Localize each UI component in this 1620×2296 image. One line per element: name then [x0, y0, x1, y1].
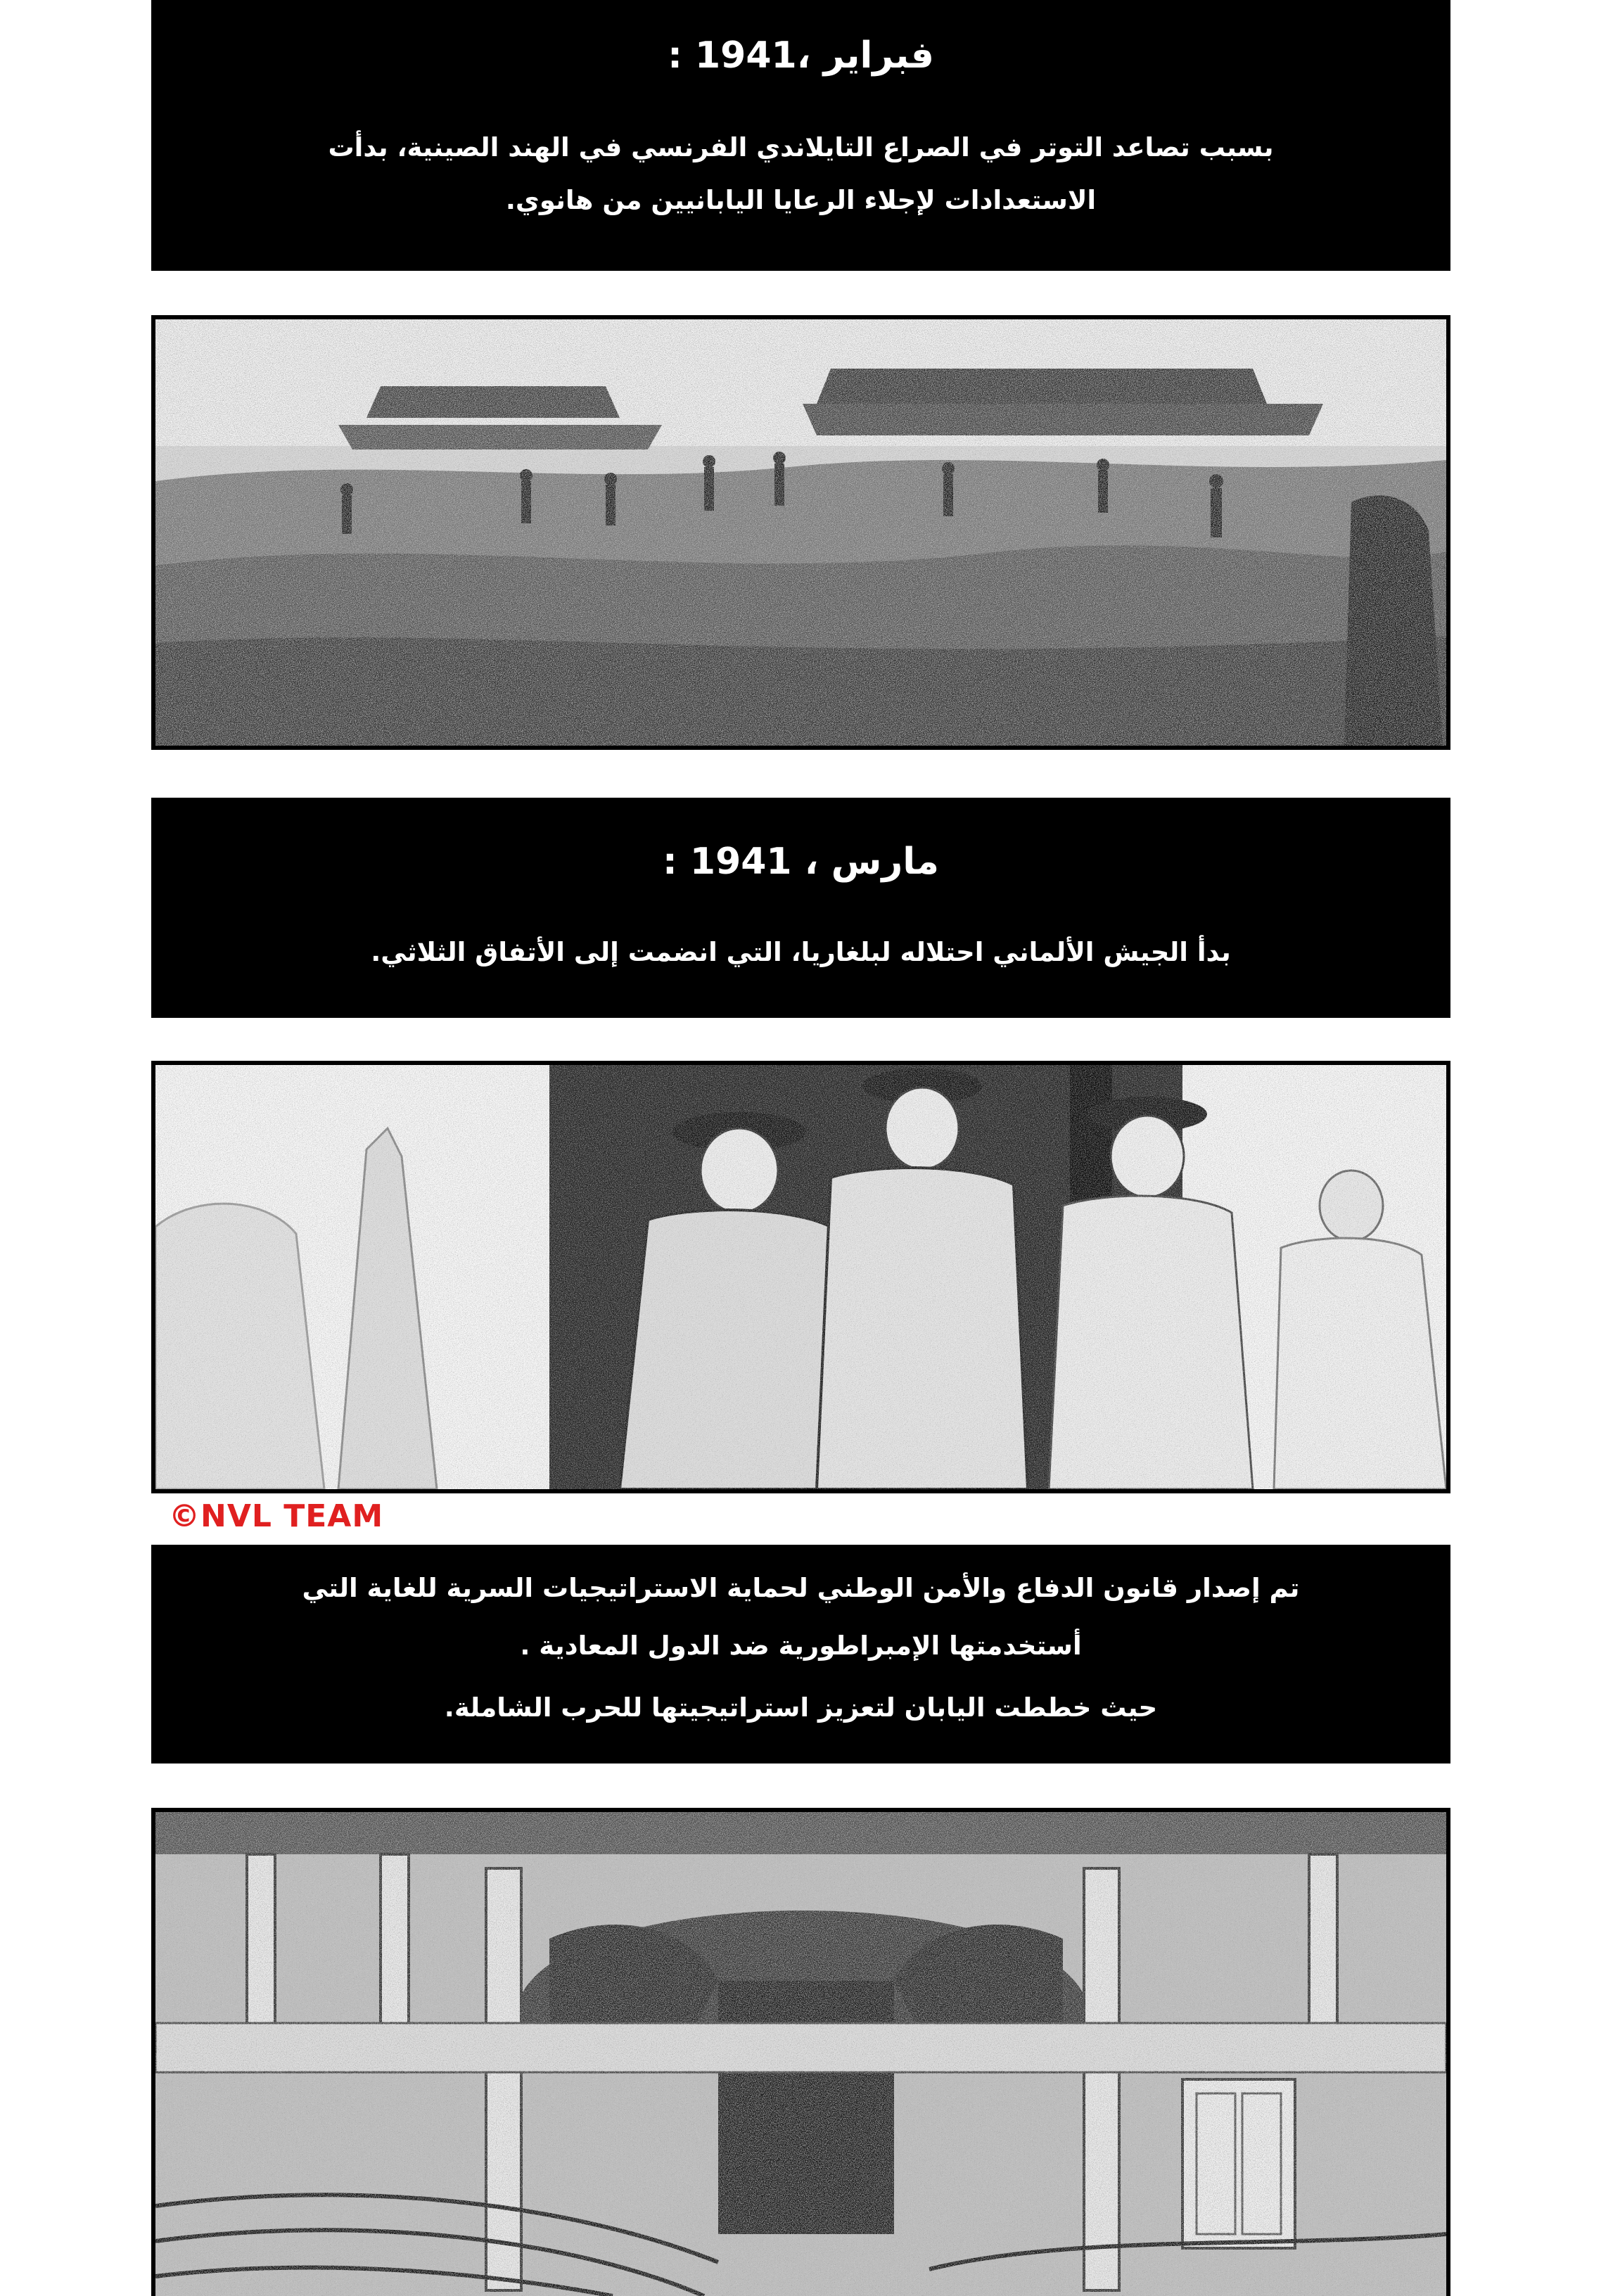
caption-line-3: حيث خططت اليابان لتعزيز استراتيجيتها للحرب الشاملة.	[444, 1692, 1158, 1723]
troops-on-shore-photo	[151, 315, 1450, 750]
credit-text: ©NVL TEAM	[169, 1498, 384, 1534]
officers-photo-art	[155, 1065, 1446, 1489]
caption-title-mar-1941: مارس ، 1941 :	[662, 841, 939, 883]
caption-panel-feb-1941	[151, 0, 1450, 271]
caption-title-feb-1941: فبراير ،1941 :	[668, 34, 934, 77]
caption-line-2: أستخدمتها الإمبراطورية ضد الدول المعادية .	[520, 1631, 1082, 1661]
team-credit	[169, 1498, 383, 1534]
caption-line-2: الاستعدادات لإجلاء الرعايا اليابانيين من هانوي.	[505, 185, 1097, 215]
caption-line-1: بسبب تصاعد التوتر في الصراع التايلاندي الفرنسي في الهند الصينية، بدأت	[328, 132, 1274, 162]
caption-panel-mar-1941	[151, 798, 1450, 1018]
officers-in-doorway-photo	[151, 1061, 1450, 1493]
hall-photo-art	[155, 1812, 1446, 2296]
troops-photo-art	[155, 319, 1446, 746]
assembly-hall-photo	[151, 1808, 1450, 2296]
caption-line-1: تم إصدار قانون الدفاع والأمن الوطني لحماية الاستراتيجيات السرية للغاية التي	[302, 1573, 1300, 1603]
caption-panel-defense-law	[151, 1545, 1450, 1764]
caption-line-1: بدأ الجيش الألماني احتلاله لبلغاريا، التي انضمت إلى الأتفاق الثلاثي.	[371, 937, 1231, 967]
